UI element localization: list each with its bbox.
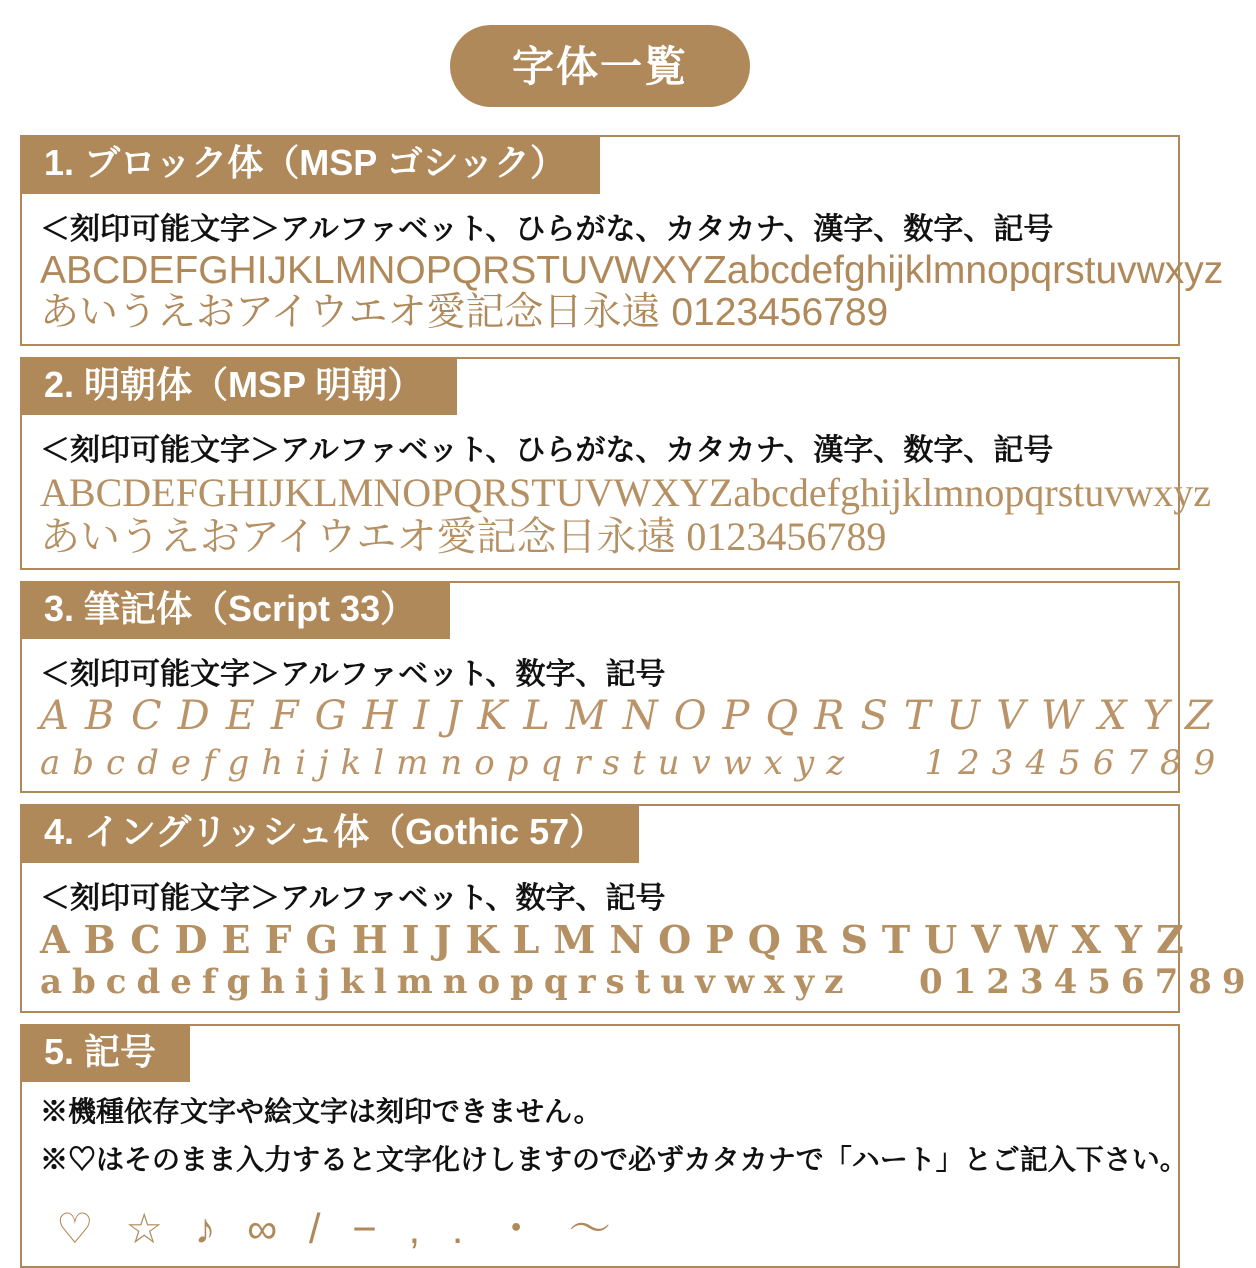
section-heading-mincho: 2. 明朝体（MSP 明朝） — [20, 357, 457, 416]
font-section-block — [20, 135, 1224, 346]
engravable-chars-label: ＜刻印可能文字＞アルファベット、ひらがな、カタカナ、漢字、数字、記号 — [40, 212, 1054, 246]
font-section-english-blackletter — [20, 804, 1256, 1012]
note-line-dependent-chars: ※機種依存文字や絵文字は刻印できません。 — [40, 1096, 602, 1128]
page-title: 字体一覧 — [511, 43, 688, 90]
engravable-chars-label: ＜刻印可能文字＞アルファベット、ひらがな、カタカナ、漢字、数字、記号 — [40, 434, 1054, 468]
font-sample-kana-digits-line: あいうえおアイウエオ愛記念日永遠 0123456789 — [40, 290, 889, 334]
engravable-symbols-row: ♡ ☆ ♪ ∞ / − , . ・ ～ — [56, 1205, 621, 1253]
section-heading-symbols: 5. 記号 — [20, 1024, 190, 1083]
engravable-chars-label: ＜刻印可能文字＞アルファベット、数字、記号 — [40, 658, 666, 692]
font-sample-alphabet-line: ABCDEFGHIJKLMNOPQRSTUVWXYZabcdefghijklmnopqrstuvwxyz — [40, 470, 1212, 516]
section-heading-script: 3. 筆記体（Script 33） — [20, 581, 450, 640]
section-heading-block: 1. ブロック体（MSP ゴシック） — [20, 135, 600, 194]
font-section-script — [20, 581, 1229, 794]
font-section-mincho — [20, 357, 1212, 570]
font-sample-lowercase-digits-line: abcdefghijklmnopqrstuvwxyz 0123456789 — [40, 961, 1256, 1002]
engravable-chars-label: ＜刻印可能文字＞アルファベット、数字、記号 — [40, 881, 666, 915]
section-heading-english: 4. イングリッシュ体（Gothic 57） — [20, 804, 639, 863]
note-line-heart-input: ※♡はそのまま入力すると文字化けしますので必ずカタカナで「ハート」とご記入下さい。 — [40, 1144, 1188, 1176]
font-sample-uppercase-line: ABCDEFGHIJKLMNOPQRSTUVWXYZ — [40, 693, 1229, 740]
symbols-section — [20, 1024, 1188, 1268]
font-sample-alphabet-line: ABCDEFGHIJKLMNOPQRSTUVWXYZabcdefghijklmnopqrstuvwxyz — [40, 248, 1224, 292]
font-sample-uppercase-line: ABCDEFGHIJKLMNOPQRSTUVWXYZ — [40, 916, 1198, 962]
font-sample-kana-digits-line: あいうえおアイウエオ愛記念日永遠 0123456789 — [40, 513, 887, 559]
font-sample-lowercase-digits-line: abcdefghijklmnopqrstuvwxyz 123456789 — [40, 742, 1228, 783]
page-title-badge — [450, 25, 750, 107]
